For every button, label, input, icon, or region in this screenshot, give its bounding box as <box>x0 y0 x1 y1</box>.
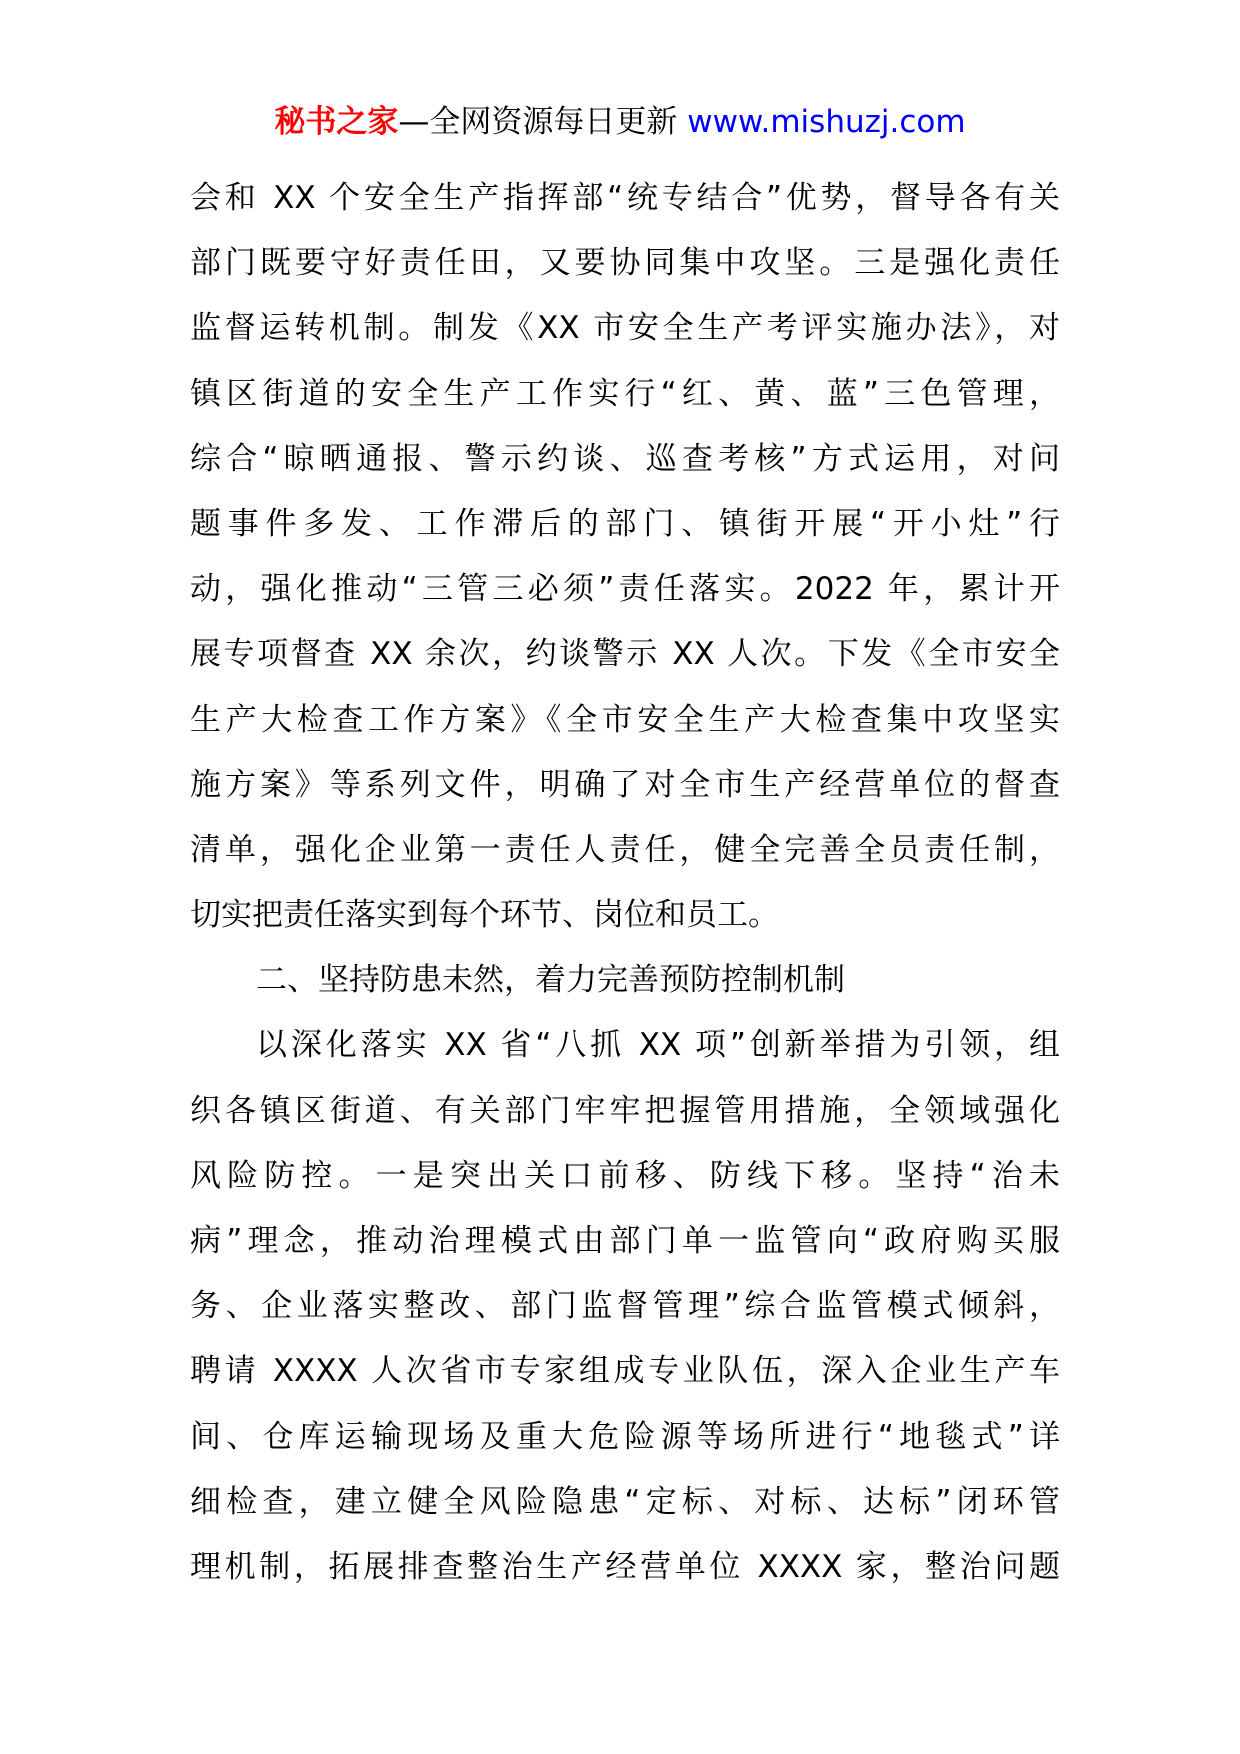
brand-name: 秘书之家 <box>274 104 399 140</box>
body-line: 聘请 XXXX 人次省市专家组成专业队伍，深入企业生产车 <box>190 1353 1060 1390</box>
body-line: 织各镇区街道、有关部门牢牢把握管用措施，全领域强化 <box>190 1092 1060 1129</box>
section-heading: 二、坚持防患未然，着力完善预防控制机制 <box>256 962 845 999</box>
body-line: 风险防控。一是突出关口前移、防线下移。坚持“治未 <box>190 1157 1060 1194</box>
document-body <box>190 166 1060 1600</box>
body-line: 切实把责任落实到每个环节、岗位和员工。 <box>190 897 779 934</box>
body-line: 综合“晾晒通报、警示约谈、巡查考核”方式运用，对问 <box>190 440 1060 477</box>
body-line: 施方案》等系列文件，明确了对全市生产经营单位的督查 <box>190 766 1060 803</box>
website-link[interactable]: www.mishuzj.com <box>687 104 966 140</box>
paragraph-first-line: 以深化落实 XX 省“八抓 XX 项”创新举措为引领，组 <box>256 1027 1060 1064</box>
page-header <box>0 100 1240 144</box>
body-line: 镇区街道的安全生产工作实行“红、黄、蓝”三色管理， <box>190 375 1060 412</box>
body-line: 间、仓库运输现场及重大危险源等场所进行“地毯式”详 <box>190 1418 1060 1455</box>
body-line: 展专项督查 XX 余次，约谈警示 XX 人次。下发《全市安全 <box>190 636 1060 673</box>
body-line: 病”理念，推动治理模式由部门单一监管向“政府购买服 <box>190 1223 1060 1259</box>
body-line: 生产大检查工作方案》《全市安全生产大检查集中攻坚实 <box>190 701 1060 738</box>
body-line: 题事件多发、工作滞后的部门、镇街开展“开小灶”行 <box>190 505 1060 542</box>
body-line: 务、企业落实整改、部门监督管理”综合监管模式倾斜， <box>190 1288 1060 1325</box>
body-line: 动，强化推动“三管三必须”责任落实。2022 年，累计开 <box>190 571 1060 608</box>
body-line: 部门既要守好责任田，又要协同集中攻坚。三是强化责任 <box>190 245 1060 282</box>
body-line: 理机制，拓展排查整治生产经营单位 XXXX 家，整治问题 <box>190 1548 1060 1585</box>
body-line: 细检查，建立健全风险隐患“定标、对标、达标”闭环管 <box>190 1483 1060 1520</box>
body-line: 监督运转机制。制发《XX 市安全生产考评实施办法》，对 <box>190 310 1060 347</box>
body-line: 会和 XX 个安全生产指挥部“统专结合”优势，督导各有关 <box>190 180 1060 216</box>
body-line: 清单，强化企业第一责任人责任，健全完善全员责任制， <box>190 831 1060 868</box>
header-tagline: —全网资源每日更新 <box>398 104 688 140</box>
